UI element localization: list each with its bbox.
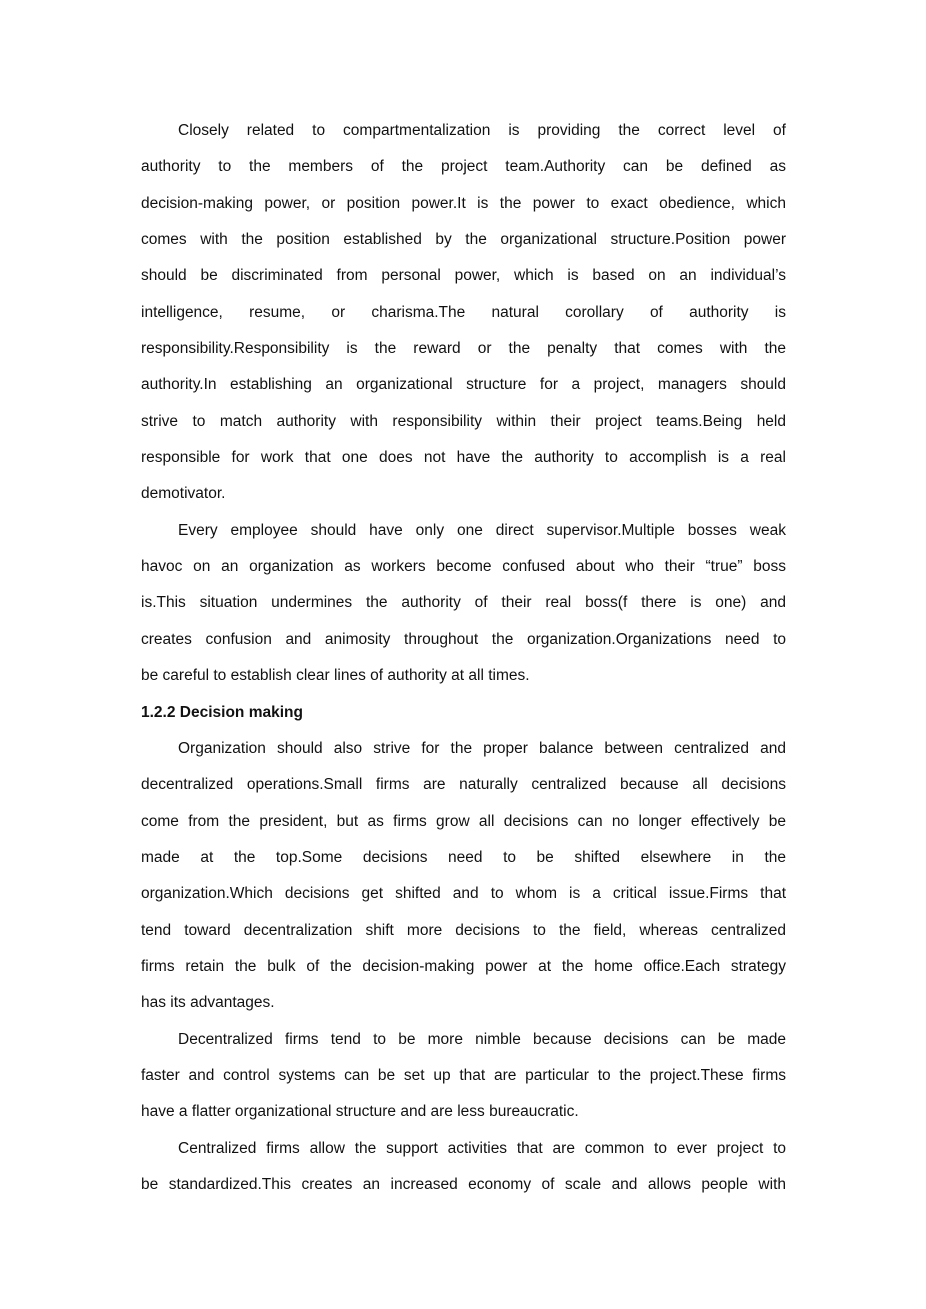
text-line: havoc on an organization as workers become confused about who their “true” boss	[141, 558, 786, 576]
paragraph	[141, 1022, 786, 1131]
text-line: decision-making power, or position power.It is the power to exact obedience, which	[141, 194, 786, 212]
text-line: come from the president, but as firms grow all decisions can no longer effectively be	[141, 812, 786, 830]
text-line: should be discriminated from personal power, which is based on an individual’s	[141, 267, 786, 285]
text-line: has its advantages.	[141, 994, 275, 1012]
text-line: made at the top.Some decisions need to be shifted elsewhere in the	[141, 848, 786, 866]
text-line: organization.Which decisions get shifted and to whom is a critical issue.Firms that	[141, 885, 786, 903]
document-page	[141, 113, 786, 1203]
paragraph	[141, 1131, 786, 1204]
text-line: faster and control systems can be set up that are particular to the project.These firms	[141, 1066, 786, 1084]
text-line: Every employee should have only one direct supervisor.Multiple bosses weak	[178, 521, 786, 539]
text-line: Organization should also strive for the proper balance between centralized and	[178, 739, 786, 757]
text-line: Closely related to compartmentalization is providing the correct level of	[178, 122, 786, 139]
text-line: Decentralized firms tend to be more nimble because decisions can be made	[178, 1030, 786, 1048]
text-line: authority.In establishing an organizational structure for a project, managers should	[141, 376, 786, 394]
text-line: creates confusion and animosity throughout the organization.Organizations need to	[141, 630, 786, 648]
paragraph	[141, 731, 786, 1022]
text-line: Centralized firms allow the support activities that are common to ever project to	[178, 1139, 786, 1157]
text-line: be careful to establish clear lines of authority at all times.	[141, 667, 530, 685]
text-line: strive to match authority with responsibility within their project teams.Being held	[141, 412, 786, 430]
text-line: comes with the position established by the organizational structure.Position power	[141, 231, 786, 249]
section-heading: 1.2.2 Decision making	[141, 703, 303, 721]
text-line: is.This situation undermines the authority of their real boss(f there is one) and	[141, 594, 786, 612]
paragraph	[141, 513, 786, 695]
text-line: intelligence, resume, or charisma.The natural corollary of authority is	[141, 303, 786, 321]
text-line: responsibility.Responsibility is the reward or the penalty that comes with the	[141, 340, 786, 358]
text-line: responsible for work that one does not have the authority to accomplish is a real	[141, 449, 786, 467]
paragraph	[141, 113, 786, 513]
text-line: decentralized operations.Small firms are naturally centralized because all decisions	[141, 776, 786, 794]
text-line: demotivator.	[141, 485, 226, 503]
text-line: authority to the members of the project team.Authority can be defined as	[141, 158, 786, 176]
text-line: firms retain the bulk of the decision-making power at the home office.Each strategy	[141, 957, 786, 975]
text-line: tend toward decentralization shift more decisions to the field, whereas centralized	[141, 921, 786, 939]
text-line: have a flatter organizational structure and are less bureaucratic.	[141, 1103, 579, 1121]
text-line: be standardized.This creates an increased economy of scale and allows people with	[141, 1175, 786, 1193]
